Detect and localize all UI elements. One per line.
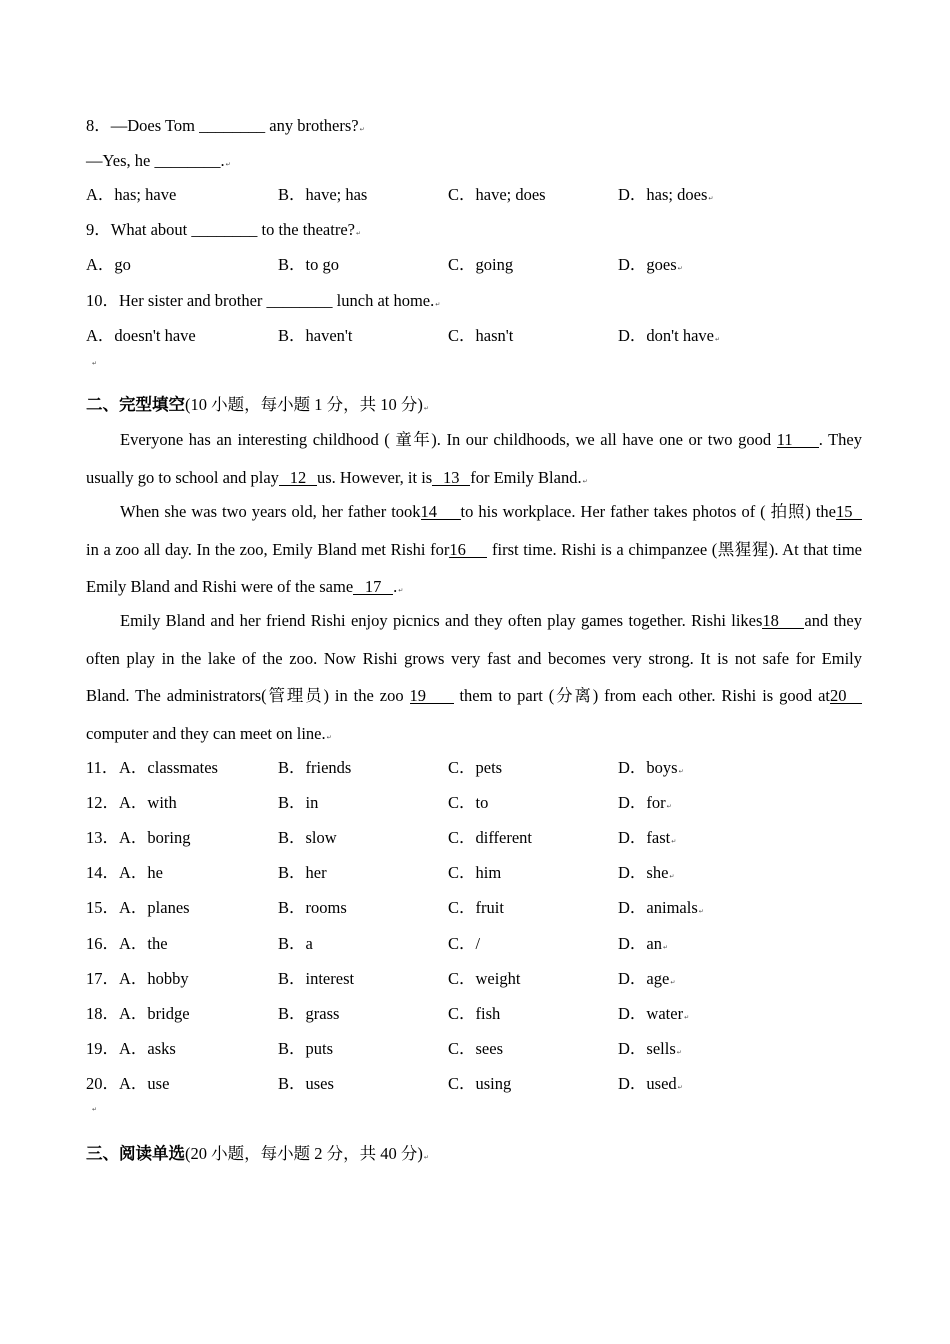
option-a: A．has; have <box>86 185 177 204</box>
passage-text: Everyone has an interesting childhood ( 童年). In our childhoods, we all have one or two good <box>120 430 777 449</box>
section-2-note: (10 小题，每小题 1 分，共 10 分) <box>185 395 423 414</box>
option-a: A．asks <box>119 1039 176 1058</box>
passage-text: Bland. The administrators(管理员) in the zoo <box>86 686 410 705</box>
option-c: C．different <box>448 828 533 847</box>
question-8-reply: —Yes, he ________. ↵ <box>86 151 231 171</box>
passage-text: first time. Rishi is a chimpanzee (黑猩猩). At that time <box>487 540 862 559</box>
passage-text: . <box>393 577 398 596</box>
option-c: C．going <box>448 255 514 274</box>
blank-15: 15 <box>836 504 862 520</box>
section-3-note: (20 小题，每小题 2 分，共 40 分) <box>185 1144 423 1163</box>
option-b: B．in <box>278 793 319 812</box>
option-d: D．water ↵ <box>618 1004 689 1024</box>
passage-text: and they <box>804 611 862 630</box>
option-d: D．boys ↵ <box>618 758 684 778</box>
option-a: A．planes <box>119 898 190 917</box>
empty-paragraph <box>91 1099 101 1113</box>
passage-text: Emily Bland and her friend Rishi enjoy picnics and they often play games together. Rishi likes <box>120 611 763 630</box>
option-d: D．animals ↵ <box>618 898 704 918</box>
question-9-stem: 9．What about ________ to the theatre? ↵ <box>86 220 361 240</box>
passage-p1-line-2 <box>86 468 588 488</box>
cloze-question-14 <box>0 863 950 883</box>
option-c: C．have; does <box>448 185 546 204</box>
option-b: B．slow <box>278 828 337 847</box>
blank-13: 13 <box>432 470 470 486</box>
option-c: C．to <box>448 793 489 812</box>
option-c: C．/ <box>448 934 481 953</box>
option-d: D．used ↵ <box>618 1074 683 1094</box>
blank-16: 16 <box>449 542 487 558</box>
passage-p3-line-1 <box>120 611 862 631</box>
cloze-question-16 <box>0 934 950 954</box>
blank-19: 19 <box>410 688 454 704</box>
option-b: B．uses <box>278 1074 334 1093</box>
option-b: B．her <box>278 863 327 882</box>
question-number: 16． <box>86 934 119 953</box>
option-a: A．use <box>119 1074 170 1093</box>
empty-paragraph <box>91 353 101 367</box>
option-d: D．fast ↵ <box>618 828 676 848</box>
option-a: A．the <box>119 934 168 953</box>
question-number: 11． <box>86 758 119 777</box>
option-d: D．goes ↵ <box>618 255 683 275</box>
cloze-question-13 <box>0 828 950 848</box>
option-a: A．classmates <box>119 758 218 777</box>
passage-p3-line-2 <box>86 649 862 669</box>
question-number: 14． <box>86 863 119 882</box>
question-10-stem: 10．Her sister and brother ________ lunch at home. ↵ <box>86 291 440 311</box>
passage-text: . They <box>818 430 862 449</box>
option-c: C．hasn't <box>448 326 514 345</box>
blank-12: 12 <box>279 470 317 486</box>
passage-p2-line-2 <box>86 540 862 560</box>
blank-20: 20 <box>830 688 862 704</box>
passage-text: computer and they can meet on line. <box>86 724 326 743</box>
cloze-question-15 <box>0 898 950 918</box>
passage-text: often play in the lake of the zoo. Now Rishi grows very fast and becomes very strong. It is not safe for Emily <box>86 649 862 668</box>
option-b: B．grass <box>278 1004 340 1023</box>
option-c: C．fruit <box>448 898 504 917</box>
question-number: 15． <box>86 898 119 917</box>
passage-text: usually go to school and play <box>86 468 279 487</box>
question-number: 20． <box>86 1074 119 1093</box>
passage-text: them to part (分离) from each other. Rishi is good at <box>453 686 830 705</box>
question-number: 19． <box>86 1039 119 1058</box>
cloze-question-17 <box>0 969 950 989</box>
question-8-options <box>0 185 950 205</box>
option-a: A．boring <box>119 828 191 847</box>
passage-p2-line-3 <box>86 577 403 597</box>
option-c: C．him <box>448 863 502 882</box>
option-d: D．she ↵ <box>618 863 674 883</box>
option-a: A．doesn't have <box>86 326 196 345</box>
option-a: A．hobby <box>119 969 189 988</box>
question-number: 12． <box>86 793 119 812</box>
option-b: B．rooms <box>278 898 347 917</box>
option-b: B．haven't <box>278 326 353 345</box>
question-number: 17． <box>86 969 119 988</box>
option-c: C．weight <box>448 969 521 988</box>
section-2-title: 二、完型填空 <box>86 395 185 414</box>
blank-11: 11 <box>777 432 819 448</box>
question-8-stem: 8．—Does Tom ________ any brothers? ↵ <box>86 116 365 136</box>
option-b: B．puts <box>278 1039 334 1058</box>
option-a: A．he <box>119 863 163 882</box>
question-10-options <box>0 326 950 346</box>
option-b: B．interest <box>278 969 355 988</box>
passage-p3-line-4 <box>86 724 332 744</box>
cloze-question-18 <box>0 1004 950 1024</box>
option-b: B．have; has <box>278 185 368 204</box>
blank-14: 14 <box>421 504 461 520</box>
option-d: D．sells ↵ <box>618 1039 682 1059</box>
cloze-question-12 <box>0 793 950 813</box>
option-c: C．pets <box>448 758 503 777</box>
passage-text: Emily Bland and Rishi were of the same <box>86 577 354 596</box>
section-3-title: 三、阅读单选 <box>86 1144 185 1163</box>
option-d: D．for ↵ <box>618 793 672 813</box>
option-d: D．an ↵ <box>618 934 668 954</box>
passage-text: for Emily Bland. <box>470 468 582 487</box>
passage-p3-line-3 <box>86 686 862 706</box>
option-d: D．age ↵ <box>618 969 675 989</box>
question-9-options <box>0 255 950 275</box>
option-c: C．sees <box>448 1039 503 1058</box>
section-2-heading <box>86 395 429 415</box>
option-b: B．to go <box>278 255 339 274</box>
cloze-question-11 <box>0 758 950 778</box>
passage-text: to his workplace. Her father takes photos of ( 拍照) the <box>460 502 836 521</box>
question-number: 13． <box>86 828 119 847</box>
option-d: D．has; does ↵ <box>618 185 713 205</box>
option-d: D．don't have ↵ <box>618 326 720 346</box>
passage-p2-line-1 <box>120 502 862 522</box>
passage-text: us. However, it is <box>316 468 433 487</box>
blank-17: 17 <box>353 579 393 595</box>
option-b: B．a <box>278 934 313 953</box>
option-a: A．with <box>119 793 177 812</box>
option-a: A．bridge <box>119 1004 190 1023</box>
blank-18: 18 <box>762 613 804 629</box>
option-a: A．go <box>86 255 131 274</box>
option-b: B．friends <box>278 758 352 777</box>
option-c: C．fish <box>448 1004 501 1023</box>
passage-p1-line-1 <box>120 430 862 450</box>
cloze-question-20 <box>0 1074 950 1094</box>
section-3-heading <box>86 1144 429 1164</box>
option-c: C．using <box>448 1074 512 1093</box>
passage-text: in a zoo all day. In the zoo, Emily Bland met Rishi for <box>86 540 450 559</box>
passage-text: When she was two years old, her father took <box>120 502 421 521</box>
cloze-question-19 <box>0 1039 950 1059</box>
question-number: 18． <box>86 1004 119 1023</box>
